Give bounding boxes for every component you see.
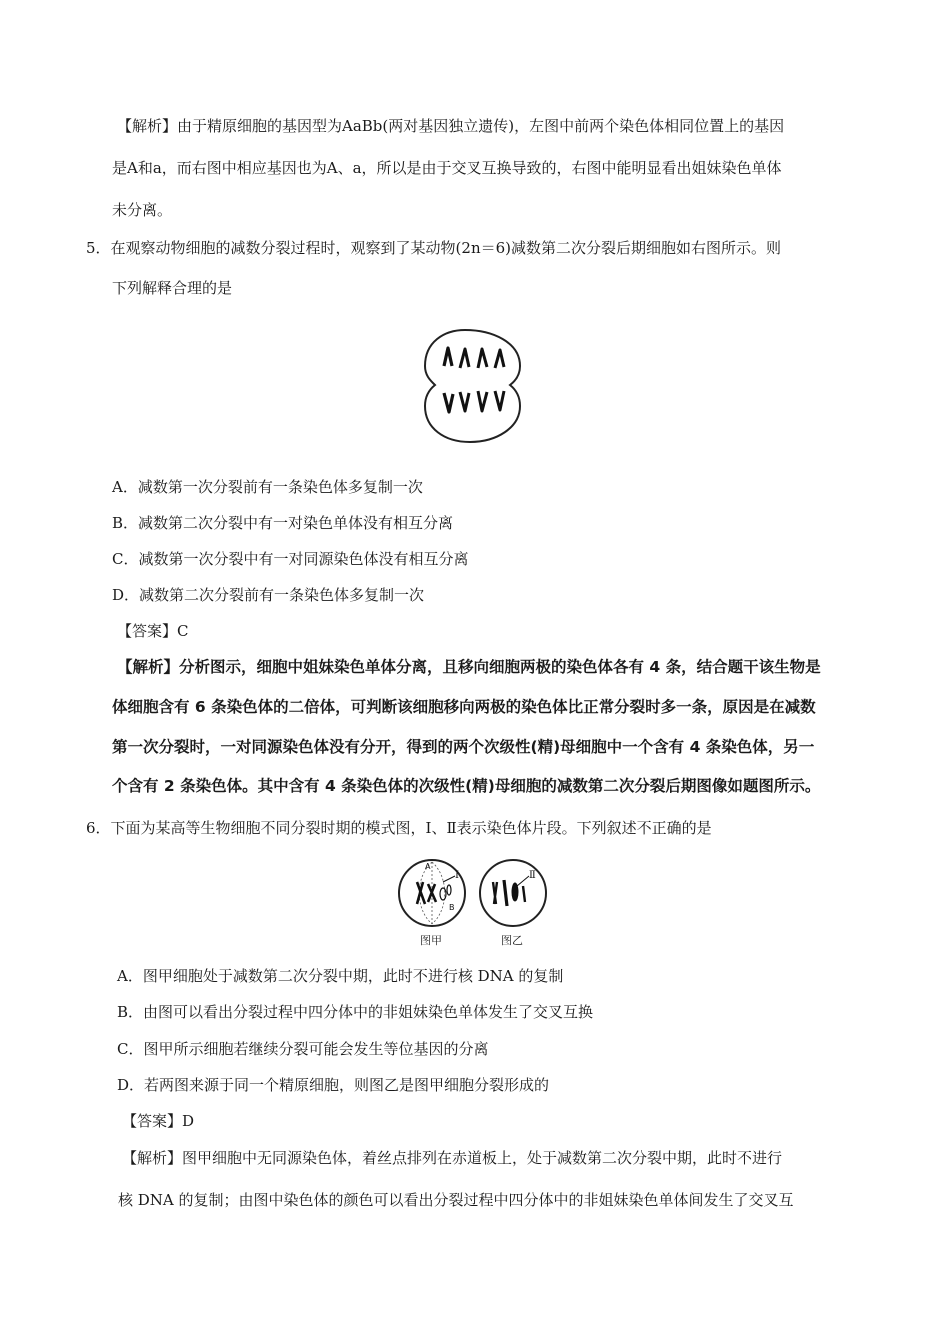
q6-explanation-line-2: 核 DNA 的复制；由图中染色体的颜色可以看出分裂过程中四分体中的非姐妹染色单体间发生了交叉互 [118,1191,794,1209]
q6-answer: 【答案】D [122,1112,195,1130]
q5-chromosome-upper-3 [478,349,487,368]
q6-label-A: A [425,862,431,871]
q6-option-b: B．由图可以看出分裂过程中四分体中的非姐妹染色单体发生了交叉互换 [117,1003,594,1021]
q6-chromosomes-jia [417,882,451,904]
q5-chromosome-lower-4 [495,391,504,410]
q5-chromosome-upper-2 [460,349,469,368]
q5-answer: 【答案】C [117,622,189,640]
q6-label-II: Ⅱ [529,870,536,881]
q6-chromosome-jia-1 [417,882,425,904]
q5-cell-membrane [425,330,520,442]
q5-chromosome-upper-4 [495,350,504,368]
q5-chromosome-upper-1 [444,348,452,366]
q5-upper-chromosomes [444,348,504,368]
q6-chromosome-yi-1 [493,882,497,904]
q6-caption-jia: 图甲 [420,934,442,947]
q5-lower-chromosomes [444,391,504,412]
q6-option-a: A．图甲细胞处于减数第二次分裂中期，此时不进行核 DNA 的复制 [117,967,564,985]
q5-stem-line-1: 5．在观察动物细胞的减数分裂过程时，观察到了某动物(2n＝6)减数第二次分裂后期细胞如右图所示。则 [86,239,781,257]
q6-option-c: C．图甲所示细胞若继续分裂可能会发生等位基因的分离 [117,1040,489,1058]
q4-explanation-line-2: 是A和a，而右图中相应基因也为A、a，所以是由于交叉互换导致的，右图中能明显看出姐妹染色单体 [112,159,782,177]
q6-label-I-pointer [443,876,455,882]
q5-option-d: D．减数第二次分裂前有一条染色体多复制一次 [112,586,425,604]
q6-label-II-pointer [517,876,529,886]
q5-explanation-line-3: 第一次分裂时，一对同源染色体没有分开，得到的两个次级性(精)母细胞中一个含有 4 条染色体，另一 [112,738,815,756]
q6-caption-yi: 图乙 [501,934,523,947]
q5-chromosome-lower-2 [460,392,469,411]
q6-figure-drawing [395,852,555,932]
q5-option-c: C．减数第一次分裂中有一对同源染色体没有相互分离 [112,550,469,568]
q5-cell-figure [420,328,528,444]
q5-chromosome-lower-3 [478,391,487,411]
q6-label-I: Ⅰ [455,870,459,881]
q6-chromosome-jia-3 [440,888,446,900]
q5-option-a: A．减数第一次分裂前有一条染色体多复制一次 [112,478,423,496]
q6-explanation-line-1: 【解析】图甲细胞中无同源染色体，着丝点排列在赤道板上，处于减数第二次分裂中期，此时不进行 [122,1149,783,1167]
q4-explanation-line-1: 【解析】由于精原细胞的基因型为AaBb(两对基因独立遗传)，左图中前两个染色体相同位置上的基因 [117,117,785,135]
q4-explanation-line-3: 未分离。 [112,201,173,219]
q6-chromosome-yi-4 [523,886,525,902]
q5-stem-line-2: 下列解释合理的是 [112,279,233,297]
q5-chromosome-lower-1 [444,393,453,412]
q6-label-B: B [449,903,455,912]
q5-explanation-line-1: 【解析】分析图示，细胞中姐妹染色单体分离，且移向细胞两极的染色体各有 4 条，结合题干该生物是 [117,658,821,676]
q5-explanation-line-2: 体细胞含有 6 条染色体的二倍体，可判断该细胞移向两极的染色体比正常分裂时多一条，原因是在减数 [112,698,816,716]
q6-chromosome-yi-2 [504,880,507,906]
q6-chromosome-jia-4 [447,885,451,895]
q6-figure [395,852,555,948]
q6-option-d: D．若两图来源于同一个精原细胞，则图乙是图甲细胞分裂形成的 [117,1076,550,1094]
q5-explanation-line-4: 个含有 2 条染色体。其中含有 4 条染色体的次级性(精)母细胞的减数第二次分裂后期图像如题图所示。 [112,777,821,795]
q5-option-b: B．减数第二次分裂中有一对染色单体没有相互分离 [112,514,454,532]
q6-stem: 6．下面为某高等生物细胞不同分裂时期的模式图，Ⅰ、Ⅱ表示染色体片段。下列叙述不正确的是 [86,819,712,837]
